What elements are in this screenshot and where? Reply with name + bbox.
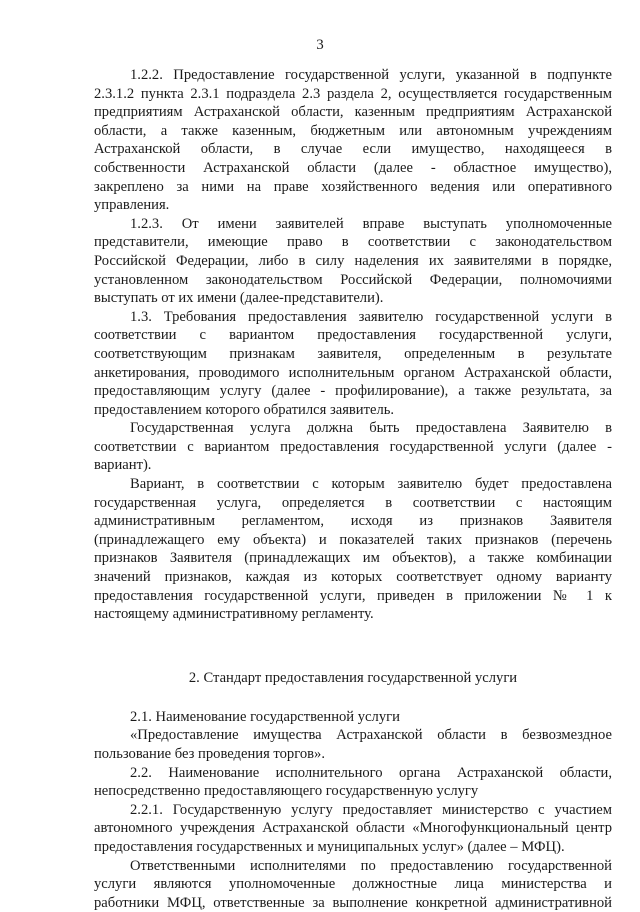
text-line: закреплено за ними на праве хозяйственного ведения или оперативного <box>94 178 612 195</box>
text-line: установленном законодательством Российской Федерации, полномочиями <box>94 271 612 288</box>
text-line: соответствии с вариантом предоставления государственной услуги (далее - <box>94 438 612 455</box>
spacer <box>94 624 612 668</box>
text-line: соответствующим признакам заявителя, определенным в результате <box>94 345 612 362</box>
text-line: представители, имеющие право в соответствии с законодательством <box>94 234 612 251</box>
text-line: непосредственно предоставляющего государственную услугу <box>94 783 479 800</box>
section-1-body <box>94 66 612 624</box>
text-line: (принадлежащего ему объекта) и показателей таких признаков (перечень <box>94 531 612 548</box>
text-line: предприятиям Астраханской области, казенным предприятиям Астраханской <box>94 104 612 121</box>
text-line: выступать от их имени (далее-представители). <box>94 290 384 307</box>
text-line: предоставлением которого обратился заявитель. <box>94 401 395 418</box>
text-line: административным регламентом, исходя из признаков Заявителя <box>94 513 612 530</box>
section-heading: 2. Стандарт предоставления государственной услуги <box>188 669 518 686</box>
text-line: анкетирования, проводимого исполнительным органом Астраханской области, <box>94 364 612 381</box>
text-line: Российской Федерации, либо в силу наделения их заявителями в порядке, <box>94 252 612 269</box>
text-line: 1.2.2. Предоставление государственной услуги, указанной в подпункте <box>130 67 612 83</box>
text-line: предоставления государственной услуги, приведен в приложении № 1 к <box>94 587 612 604</box>
text-line: 2.2. Наименование исполнительного органа Астраханской области, <box>130 764 612 781</box>
text-line: признаков Заявителя (принадлежащих им объектов), а также комбинации <box>94 550 612 567</box>
text-line: настоящему административному регламенту. <box>94 606 374 623</box>
text-line: «Предоставление имущества Астраханской области в безвозмездное <box>130 727 612 744</box>
text-line: услуги являются уполномоченные должностные лица министерства и <box>94 876 612 893</box>
section-2-body <box>94 708 612 912</box>
text-line: Вариант, в соответствии с которым заявителю будет предоставлена <box>130 476 612 493</box>
text-line: Астраханской области, в случае если имущество, находящееся в <box>94 141 612 158</box>
text-line: значений признаков, каждая из которых соответствует одному варианту <box>94 569 612 586</box>
text-line: Ответственными исполнителями по предоставлению государственной <box>130 857 612 874</box>
text-line: управления. <box>94 197 170 214</box>
text-line: соответствии с вариантом предоставления государственной услуги, <box>94 327 612 344</box>
text-line: области, а также казенным, бюджетным или автономным учреждениям <box>94 122 612 139</box>
text-line: 2.1. Наименование государственной услуги <box>130 708 400 725</box>
text-line: автономного учреждения Астраханской области «Многофункциональный центр <box>94 820 612 837</box>
text-line: пользование без проведения торгов». <box>94 746 325 762</box>
text-line: государственная услуга, определяется в соответствии с настоящим <box>94 494 612 511</box>
text-line: 2.3.1.2 пункта 2.3.1 подраздела 2.3 раздела 2, осуществляется государственным <box>94 85 612 102</box>
page-number: 3 <box>316 37 324 53</box>
text-line: вариант). <box>94 457 152 474</box>
text-line: работники МФЦ, ответственные за выполнение конкретной административной <box>94 894 612 911</box>
text-line: предоставления государственных и муниципальных услуг» (далее – МФЦ). <box>94 838 565 855</box>
text-line: Государственная услуга должна быть предоставлена Заявителю в <box>130 420 612 437</box>
text-line: предоставляющим услугу (далее - профилирование), а также результата, за <box>94 383 612 400</box>
text-line: 2.2.1. Государственную услугу предоставляет министерство с участием <box>130 801 612 818</box>
text-line: 1.2.3. От имени заявителей вправе выступать уполномоченные <box>130 215 612 232</box>
document-body <box>94 66 612 912</box>
spacer <box>94 688 612 708</box>
text-line: собственности Астраханской области (далее - областное имущество), <box>94 159 612 176</box>
text-line: 1.3. Требования предоставления заявителю государственной услуги в <box>130 308 612 325</box>
